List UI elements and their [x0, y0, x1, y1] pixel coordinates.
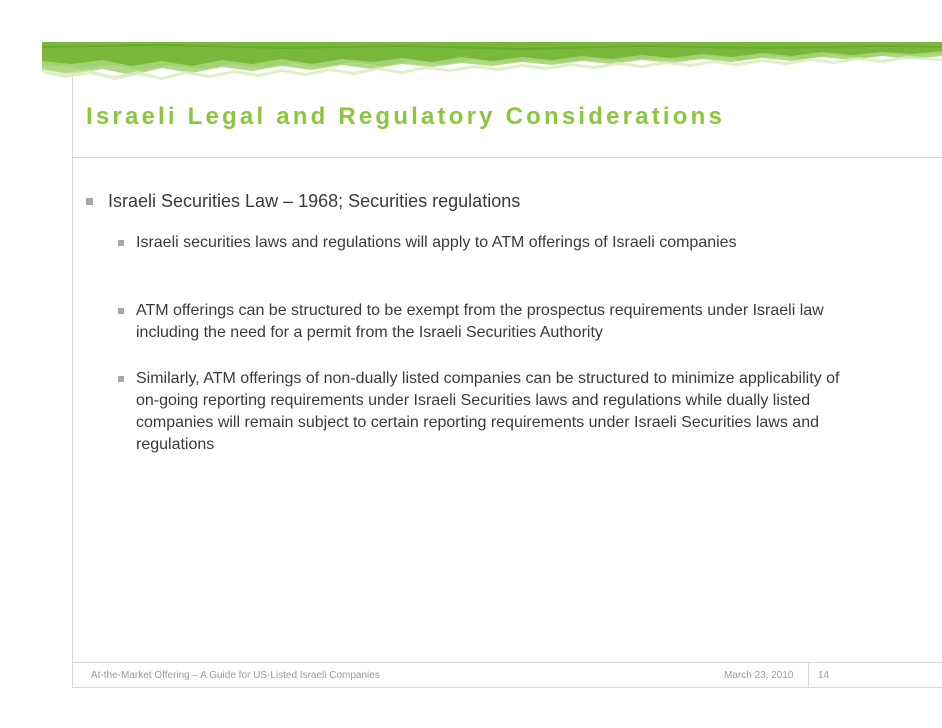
main-bullet [86, 189, 520, 213]
main-bullet-text: Israeli Securities Law – 1968; Securities regulations [108, 191, 521, 211]
title-divider [72, 157, 942, 158]
footer-left-text: At-the-Market Offering – A Guide for US-Listed Israeli Companies [91, 670, 380, 681]
footer-separator [808, 663, 809, 687]
footer-divider [72, 662, 942, 663]
sub-bullet-text: Similarly, ATM offerings of non-dually listed companies can be structured to minimize applicability of on-going reporting requirements under Israeli Securities laws and regulations while dually listed companies will remain subject to certain reporting requirements under Israeli Securities laws and regulations [136, 370, 840, 453]
page-number: 14 [818, 670, 830, 681]
footer-date: March 23, 2010 [724, 670, 794, 681]
sub-bullet-text: Israeli securities laws and regulations will apply to ATM offerings of Israeli companies [136, 234, 737, 251]
sub-bullet-3 [118, 368, 848, 456]
sub-bullet-text: ATM offerings can be structured to be exempt from the prospectus requirements under Israeli law including the need for a permit from the Israeli Securities Authority [136, 302, 824, 341]
square-bullet-icon [118, 376, 124, 382]
sub-bullet-1 [118, 232, 848, 254]
square-bullet-icon [118, 308, 124, 314]
square-bullet-icon [86, 198, 93, 205]
green-brush-banner [42, 42, 942, 82]
sub-bullet-2 [118, 300, 848, 344]
square-bullet-icon [118, 240, 124, 246]
slide-title: Israeli Legal and Regulatory Considerations [86, 103, 726, 130]
